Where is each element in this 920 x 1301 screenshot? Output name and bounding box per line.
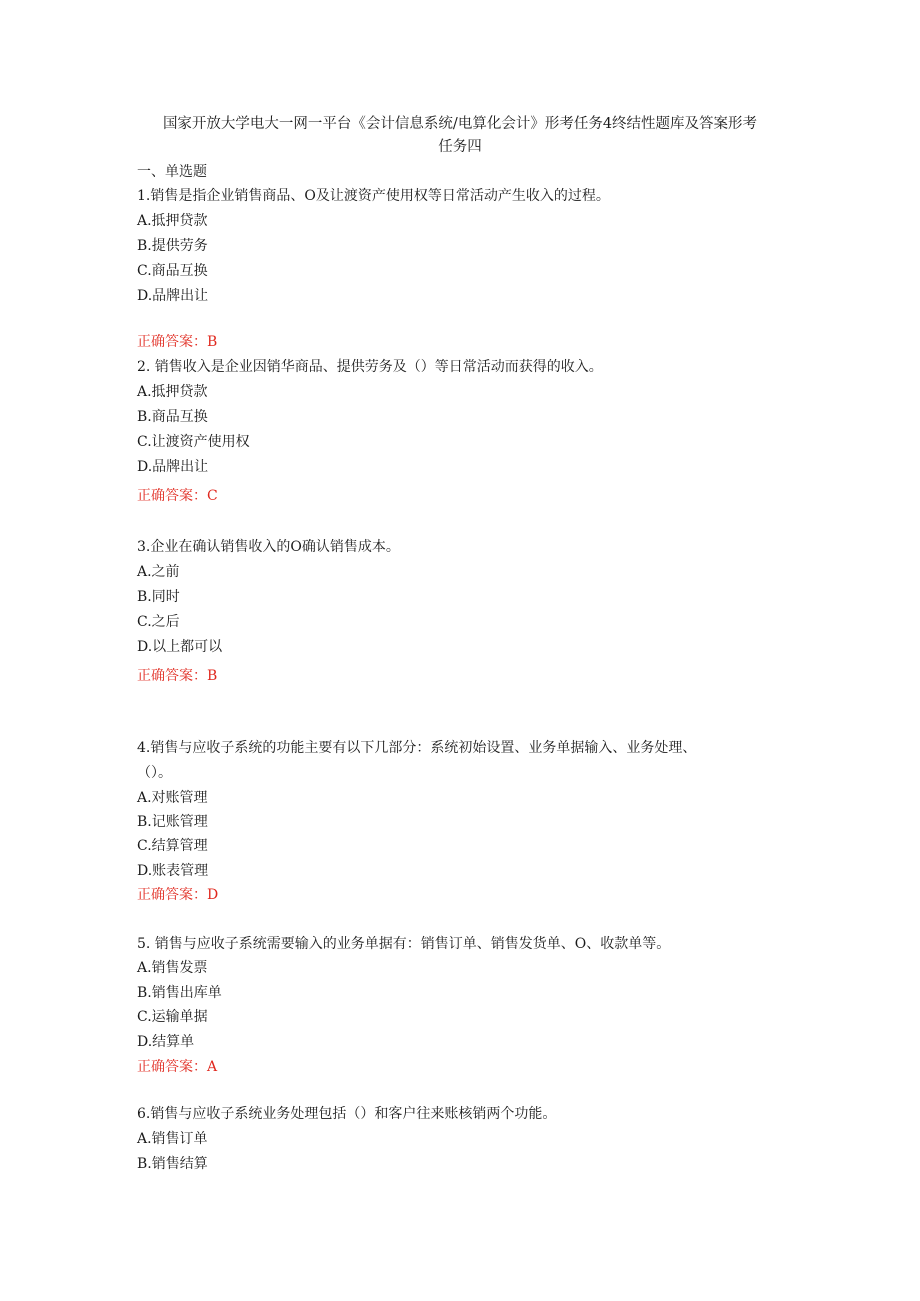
question-3-option-b: B.同时 (137, 589, 180, 605)
question-3-option-d: D.以上都可以 (137, 639, 223, 655)
section-heading: 一、单选题 (137, 164, 207, 180)
question-4-answer: 正确答案：D (137, 887, 219, 903)
question-4-option-a: A.对账管理 (137, 790, 208, 806)
question-5-option-a: A.销售发票 (137, 960, 208, 976)
question-6-option-b: B.销售结算 (137, 1156, 208, 1172)
question-5-option-d: D.结算单 (137, 1034, 195, 1050)
question-3-option-a: A.之前 (137, 564, 180, 580)
question-1-option-a: A.抵押贷款 (137, 213, 208, 229)
question-6-stem: 6.销售与应收子系统业务处理包括（）和客户往来账核销两个功能。 (137, 1106, 557, 1122)
question-4-stem: 4.销售与应收子系统的功能主要有以下几部分：系统初始设置、业务单据输入、业务处理、 (137, 740, 697, 756)
question-1-answer: 正确答案：B (137, 334, 218, 350)
question-4-stem-continued: （）。 (137, 765, 172, 781)
question-5-stem: 5. 销售与应收子系统需要输入的业务单据有：销售订单、销售发货单、O、收款单等。 (137, 936, 671, 952)
question-1-stem: 1.销售是指企业销售商品、O及让渡资产使用权等日常活动产生收入的过程。 (137, 188, 610, 204)
title-line-1: 国家开放大学电大一网一平台《会计信息系统/电算化会计》形考任务4终结性题库及答案形考 (162, 116, 758, 132)
question-1-option-c: C.商品互换 (137, 263, 208, 279)
question-5-option-c: C.运输单据 (137, 1009, 208, 1025)
question-5-option-b: B.销售出库单 (137, 985, 222, 1001)
title-line-2: 任务四 (438, 139, 482, 155)
question-3-answer: 正确答案：B (137, 668, 218, 684)
question-2-stem: 2. 销售收入是企业因销华商品、提供劳务及（）等日常活动而获得的收入。 (137, 359, 603, 375)
question-1-option-b: B.提供劳务 (137, 238, 208, 254)
question-4-option-b: B.记账管理 (137, 814, 208, 830)
question-2-option-a: A.抵押贷款 (137, 384, 208, 400)
question-2-answer: 正确答案：C (137, 488, 218, 504)
document-title (120, 113, 800, 159)
question-3-stem: 3.企业在确认销售收入的O确认销售成本。 (137, 539, 400, 555)
question-1-option-d: D.品牌出让 (137, 288, 209, 304)
question-6-option-a: A.销售订单 (137, 1131, 208, 1147)
question-5-answer: 正确答案：A (137, 1059, 218, 1075)
question-2-option-c: C.让渡资产使用权 (137, 434, 250, 450)
question-4-option-c: C.结算管理 (137, 838, 208, 854)
question-2-option-b: B.商品互换 (137, 409, 208, 425)
question-4-option-d: D.账表管理 (137, 863, 209, 879)
question-3-option-c: C.之后 (137, 614, 180, 630)
question-2-option-d: D.品牌出让 (137, 459, 209, 475)
